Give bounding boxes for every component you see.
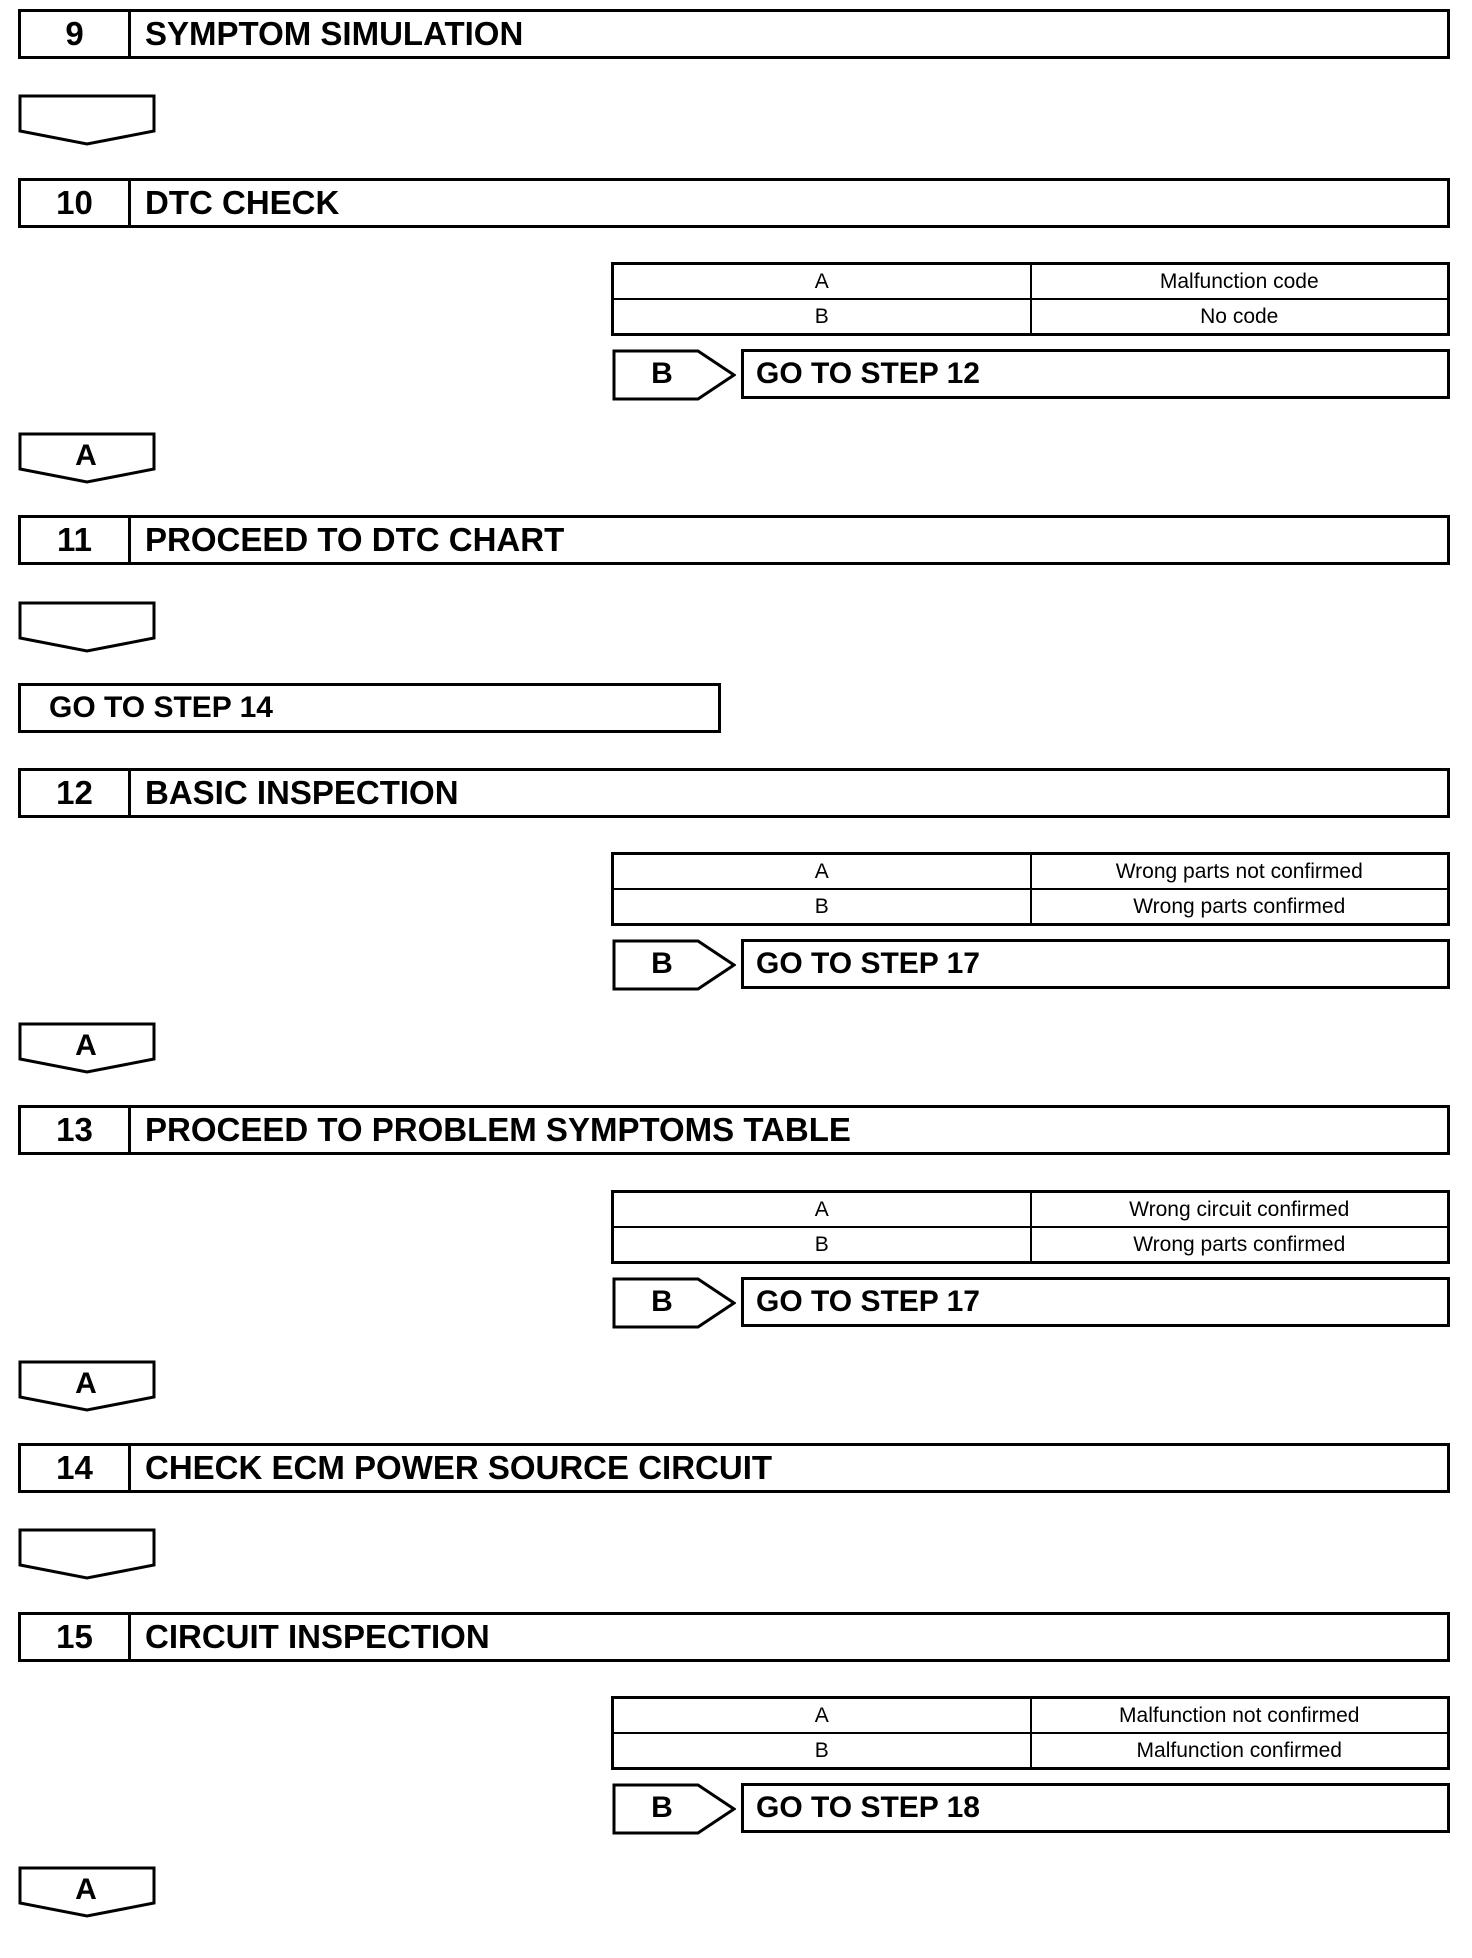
- flow-arrow: [18, 1528, 156, 1582]
- step-11: [18, 515, 1450, 565]
- result-code: A: [613, 1192, 1031, 1228]
- step-15: [18, 1612, 1450, 1662]
- step-number: 10: [21, 181, 131, 225]
- branch-tag-label: B: [651, 357, 673, 390]
- branch-goto: [612, 1783, 1450, 1835]
- down-arrow-icon: [18, 601, 156, 655]
- table-row: [613, 854, 1449, 890]
- result-code: A: [613, 854, 1031, 890]
- result-code: B: [613, 299, 1031, 335]
- step-number: 15: [21, 1615, 131, 1659]
- step-title: SYMPTOM SIMULATION: [145, 15, 524, 52]
- branch-tag: [612, 939, 736, 991]
- result-text: Wrong parts not confirmed: [1031, 854, 1449, 890]
- result-code: A: [613, 1698, 1031, 1734]
- table-row: [613, 299, 1449, 335]
- branch-tag: [612, 1783, 736, 1835]
- step-number: 11: [21, 518, 131, 562]
- result-code: A: [613, 264, 1031, 300]
- branch-tag: [612, 1277, 736, 1329]
- step-9: [18, 9, 1450, 59]
- down-arrow-icon: [18, 94, 156, 148]
- table-row: [613, 1227, 1449, 1263]
- result-text: Wrong circuit confirmed: [1031, 1192, 1449, 1228]
- flow-arrow: [18, 432, 156, 486]
- result-text: No code: [1031, 299, 1449, 335]
- result-table: [611, 1190, 1450, 1264]
- flow-arrow-label: A: [75, 439, 97, 472]
- result-text: Malfunction not confirmed: [1031, 1698, 1449, 1734]
- flow-arrow: [18, 1022, 156, 1076]
- step-title: BASIC INSPECTION: [145, 774, 459, 811]
- branch-goto: [612, 939, 1450, 991]
- branch-tag-label: B: [651, 947, 673, 980]
- table-row: [613, 264, 1449, 300]
- step-12: [18, 768, 1450, 818]
- table-row: [613, 1733, 1449, 1769]
- step-number: 13: [21, 1108, 131, 1152]
- table-row: [613, 889, 1449, 925]
- flow-arrow: [18, 1866, 156, 1920]
- goto-box: GO TO STEP 17: [741, 939, 1450, 989]
- result-text: Wrong parts confirmed: [1031, 889, 1449, 925]
- step-title: CHECK ECM POWER SOURCE CIRCUIT: [145, 1449, 773, 1486]
- flow-arrow-label: A: [75, 1873, 97, 1906]
- result-code: B: [613, 1227, 1031, 1263]
- goto-box: GO TO STEP 17: [741, 1277, 1450, 1327]
- result-text: Malfunction code: [1031, 264, 1449, 300]
- step-title: PROCEED TO DTC CHART: [145, 521, 565, 558]
- table-row: [613, 1192, 1449, 1228]
- goto-box: GO TO STEP 12: [741, 349, 1450, 399]
- result-code: B: [613, 889, 1031, 925]
- table-row: [613, 1698, 1449, 1734]
- step-title: CIRCUIT INSPECTION: [145, 1618, 490, 1655]
- step-10: [18, 178, 1450, 228]
- step-title: DTC CHECK: [145, 184, 340, 221]
- flow-arrow: [18, 1360, 156, 1414]
- branch-goto: [612, 349, 1450, 401]
- result-table: [611, 852, 1450, 926]
- down-arrow-icon: [18, 1528, 156, 1582]
- result-text: Wrong parts confirmed: [1031, 1227, 1449, 1263]
- flow-arrow-label: A: [75, 1367, 97, 1400]
- step-number: 14: [21, 1446, 131, 1490]
- branch-tag-label: B: [651, 1285, 673, 1318]
- result-table: [611, 262, 1450, 336]
- branch-tag: [612, 349, 736, 401]
- flow-arrow: [18, 601, 156, 655]
- branch-tag-label: B: [651, 1791, 673, 1824]
- step-number: 9: [21, 12, 131, 56]
- goto-step-14-box: GO TO STEP 14: [18, 683, 721, 733]
- branch-goto: [612, 1277, 1450, 1329]
- goto-box: GO TO STEP 18: [741, 1783, 1450, 1833]
- step-13: [18, 1105, 1450, 1155]
- flow-arrow-label: A: [75, 1029, 97, 1062]
- step-title: PROCEED TO PROBLEM SYMPTOMS TABLE: [145, 1111, 851, 1148]
- step-14: [18, 1443, 1450, 1493]
- result-text: Malfunction confirmed: [1031, 1733, 1449, 1769]
- flow-arrow: [18, 94, 156, 148]
- step-number: 12: [21, 771, 131, 815]
- result-table: [611, 1696, 1450, 1770]
- result-code: B: [613, 1733, 1031, 1769]
